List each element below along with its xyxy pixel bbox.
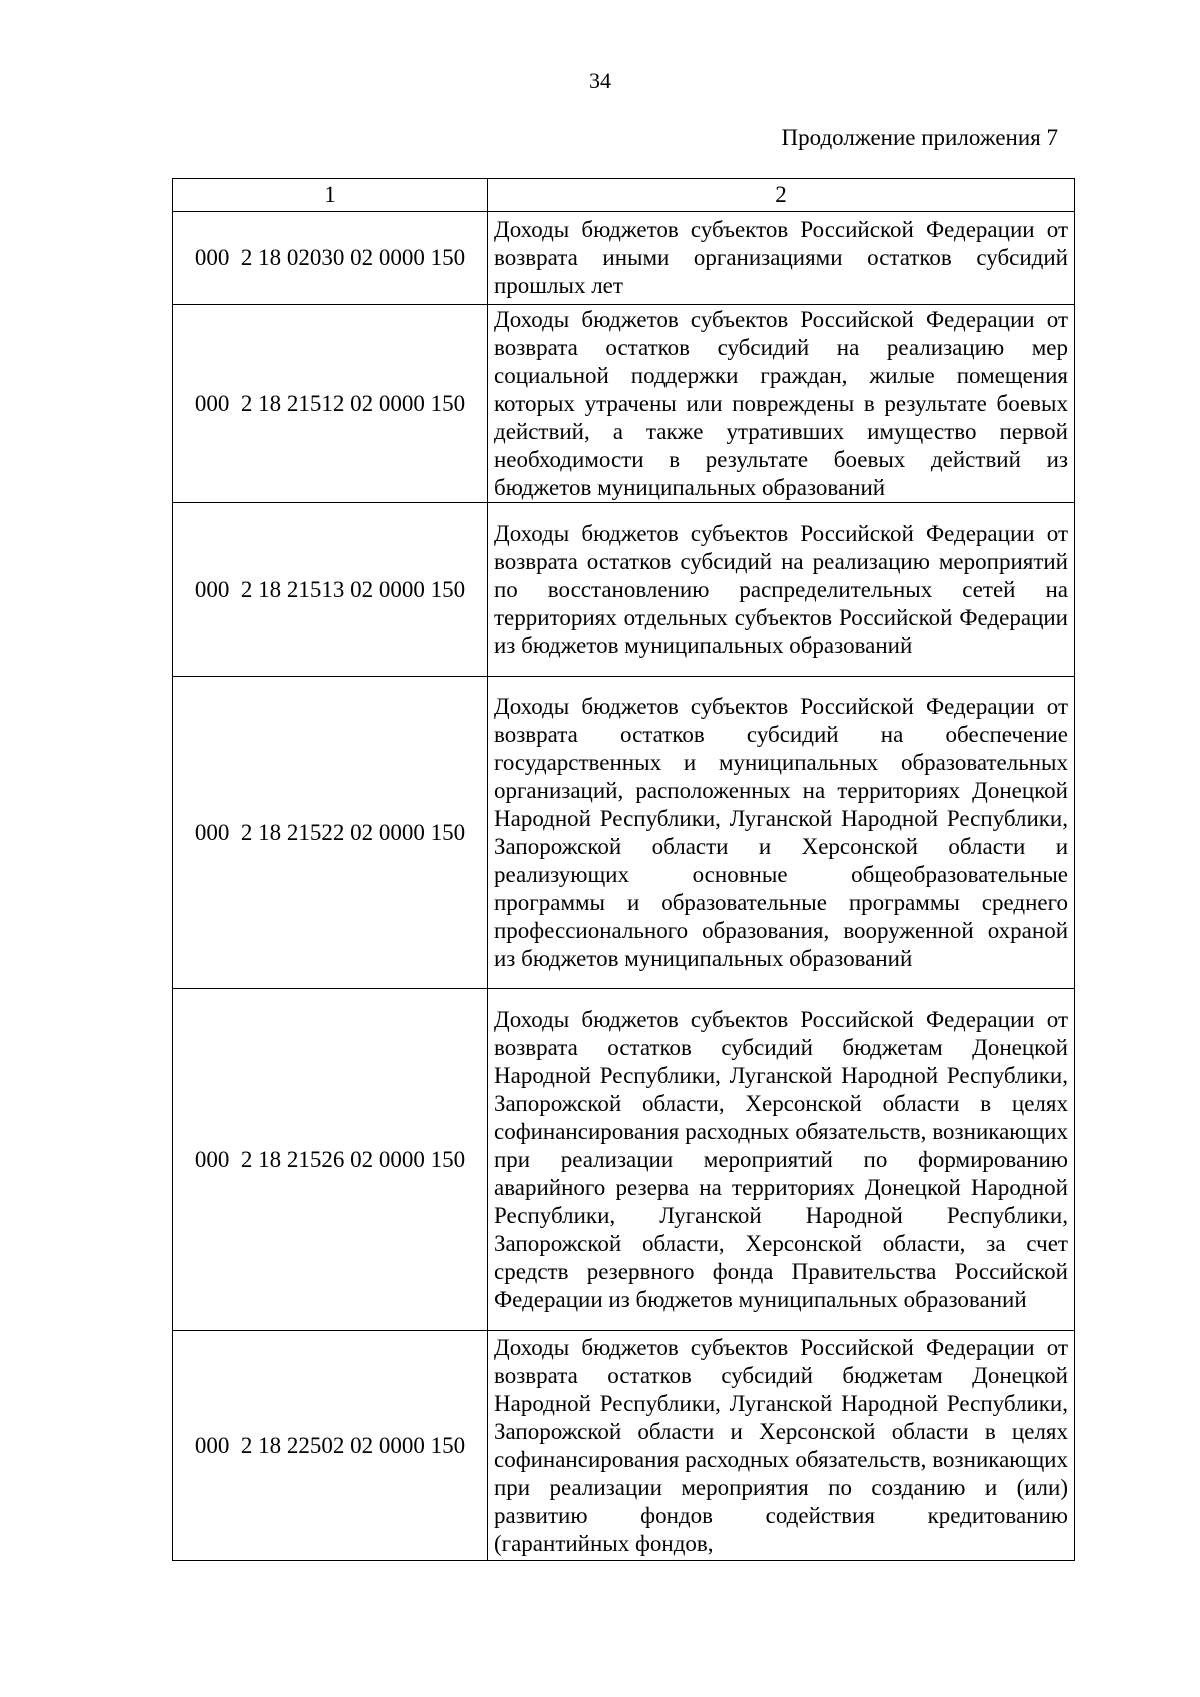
table-header-row [173,179,1075,212]
budget-code-cell: 000 2 18 22502 02 0000 150 [173,1331,488,1561]
table-row [173,212,1075,305]
budget-codes-table [172,178,1075,1561]
budget-code-cell: 000 2 18 21512 02 0000 150 [173,305,488,503]
description-cell: Доходы бюджетов субъектов Российской Федерации от возврата остатков субсидий бюджетам Донецкой Народной Республики, Луганской Народной Республики, Запорожской области, Херсонской области в целях софинансирования расходных обязательств, возникающих при реализации мероприятий по формированию аварийного резерва на территориях Донецкой Народной Республики, Луганской Народной Республики, Запорожской области, Херсонской области, за счет средств резервного фонда Правительства Российской Федерации из бюджетов муниципальных образований [488,989,1075,1331]
table-row [173,1331,1075,1561]
budget-code-cell: 000 2 18 21513 02 0000 150 [173,503,488,677]
description-cell: Доходы бюджетов субъектов Российской Федерации от возврата остатков субсидий на обеспечение государственных и муниципальных образовательных организаций, расположенных на территориях Донецкой Народной Республики, Луганской Народной Республики, Запорожской области и Херсонской области и реализующих основные общеобразовательные программы и образовательные программы среднего профессионального образования, вооруженной охраной из бюджетов муниципальных образований [488,677,1075,989]
description-cell: Доходы бюджетов субъектов Российской Федерации от возврата иными организациями остатков субсидий прошлых лет [488,212,1075,305]
budget-code-cell: 000 2 18 02030 02 0000 150 [173,212,488,305]
budget-code-cell: 000 2 18 21522 02 0000 150 [173,677,488,989]
table-row [173,989,1075,1331]
description-cell: Доходы бюджетов субъектов Российской Федерации от возврата остатков субсидий бюджетам Донецкой Народной Республики, Луганской Народной Республики, Запорожской области и Херсонской области в целях софинансирования расходных обязательств, возникающих при реализации мероприятия по созданию и (или) развитию фондов содействия кредитованию (гарантийных фондов, [488,1331,1075,1561]
page-number: 34 [589,68,611,93]
table-row [173,503,1075,677]
column-header-code: 1 [173,179,488,212]
description-cell: Доходы бюджетов субъектов Российской Федерации от возврата остатков субсидий на реализацию мероприятий по восстановлению распределительных сетей на территориях отдельных субъектов Российской Федерации из бюджетов муниципальных образований [488,503,1075,677]
continuation-caption: Продолжение приложения 7 [781,125,1058,150]
table-row [173,305,1075,503]
description-cell: Доходы бюджетов субъектов Российской Федерации от возврата остатков субсидий на реализацию мер социальной поддержки граждан, жилые помещения которых утрачены или повреждены в результате боевых действий, а также утративших имущество первой необходимости в результате боевых действий из бюджетов муниципальных образований [488,305,1075,503]
table-row [173,677,1075,989]
budget-code-cell: 000 2 18 21526 02 0000 150 [173,989,488,1331]
column-header-description: 2 [488,179,1075,212]
